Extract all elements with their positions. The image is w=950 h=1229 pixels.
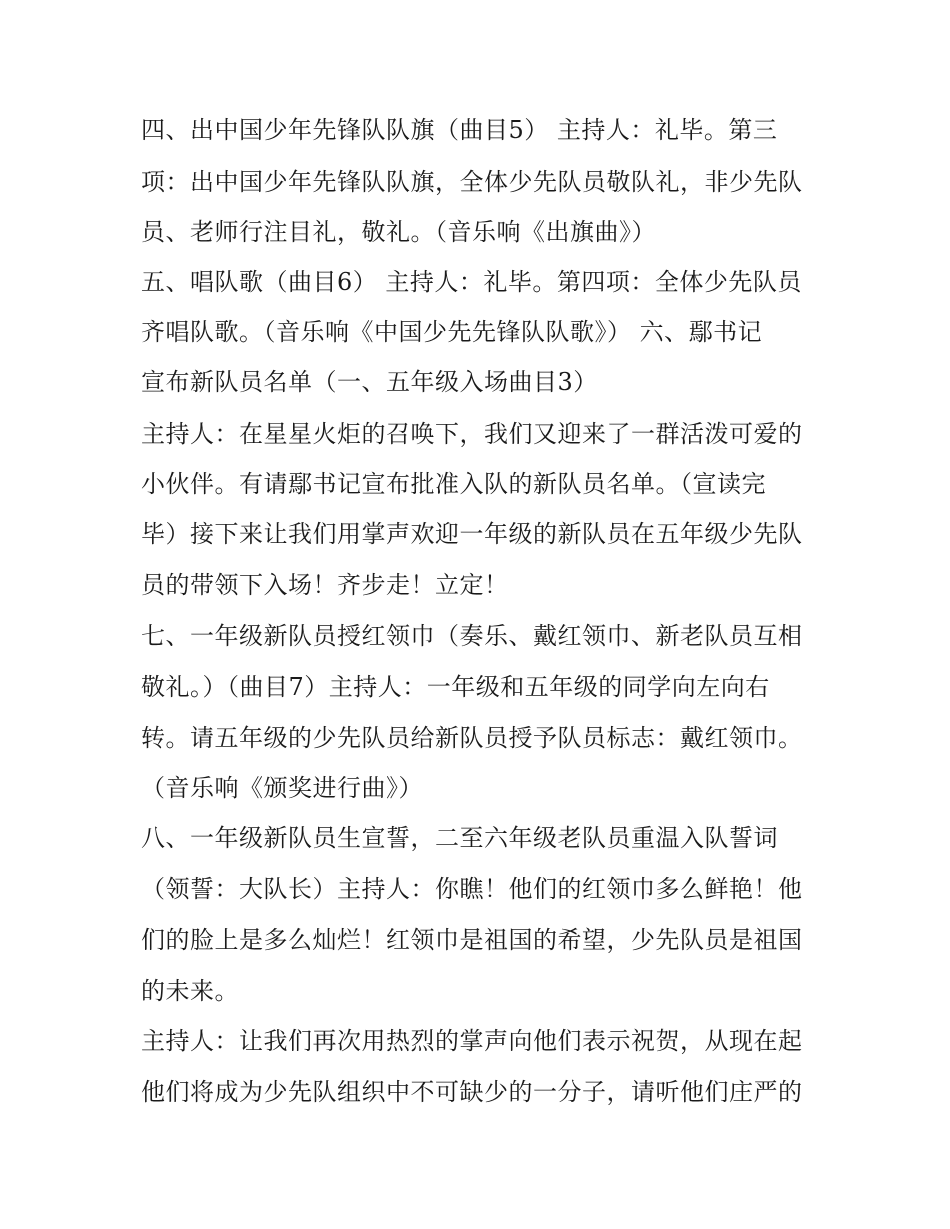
text-line: 七、一年级新队员授红领巾（奏乐、戴红领巾、新老队员互相 xyxy=(141,622,803,650)
text-line: 八、一年级新队员生宣誓，二至六年级老队员重温入队誓词 xyxy=(141,824,778,852)
text-line: 宣布新队员名单（一、五年级入场曲目3） xyxy=(141,368,598,396)
text-line: 小伙伴。有请鄢书记宣布批准入队的新队员名单。（宣读完 xyxy=(141,470,766,498)
text-line: 转。请五年级的少先队员给新队员授予队员标志：戴红领巾。 xyxy=(141,724,803,752)
text-line: 齐唱队歌。（音乐响《中国少先先锋队队歌》） 六、鄢书记 xyxy=(141,318,763,346)
text-line: 们的脸上是多么灿烂！红领巾是祖国的希望，少先队员是祖国 xyxy=(141,926,803,954)
text-line: （音乐响《颁奖进行曲》） xyxy=(141,774,423,802)
text-line: 主持人：在星星火炬的召唤下，我们又迎来了一群活泼可爱的 xyxy=(141,420,803,448)
text-line: 主持人：让我们再次用热烈的掌声向他们表示祝贺，从现在起 xyxy=(141,1027,803,1055)
text-line: 项：出中国少年先锋队队旗，全体少先队员敬队礼，非少先队 xyxy=(141,168,803,196)
text-line: 四、出中国少年先锋队队旗（曲目5） 主持人：礼毕。第三 xyxy=(141,116,778,144)
text-line: 敬礼。）（曲目7）主持人：一年级和五年级的同学向左向右 xyxy=(141,673,770,701)
text-line: 员、老师行注目礼，敬礼。（音乐响《出旗曲》） xyxy=(141,218,656,246)
text-line: 五、唱队歌（曲目6） 主持人：礼毕。第四项：全体少先队员 xyxy=(141,268,802,296)
text-line: 的未来。 xyxy=(141,977,239,1005)
text-line: 员的带领下入场！齐步走！立定！ xyxy=(141,571,509,599)
text-line: （领誓：大队长）主持人：你瞧！他们的红领巾多么鲜艳！他 xyxy=(141,875,803,903)
text-line: 毕）接下来让我们用掌声欢迎一年级的新队员在五年级少先队 xyxy=(141,520,803,548)
text-line: 他们将成为少先队组织中不可缺少的一分子，请听他们庄严的 xyxy=(141,1078,803,1106)
